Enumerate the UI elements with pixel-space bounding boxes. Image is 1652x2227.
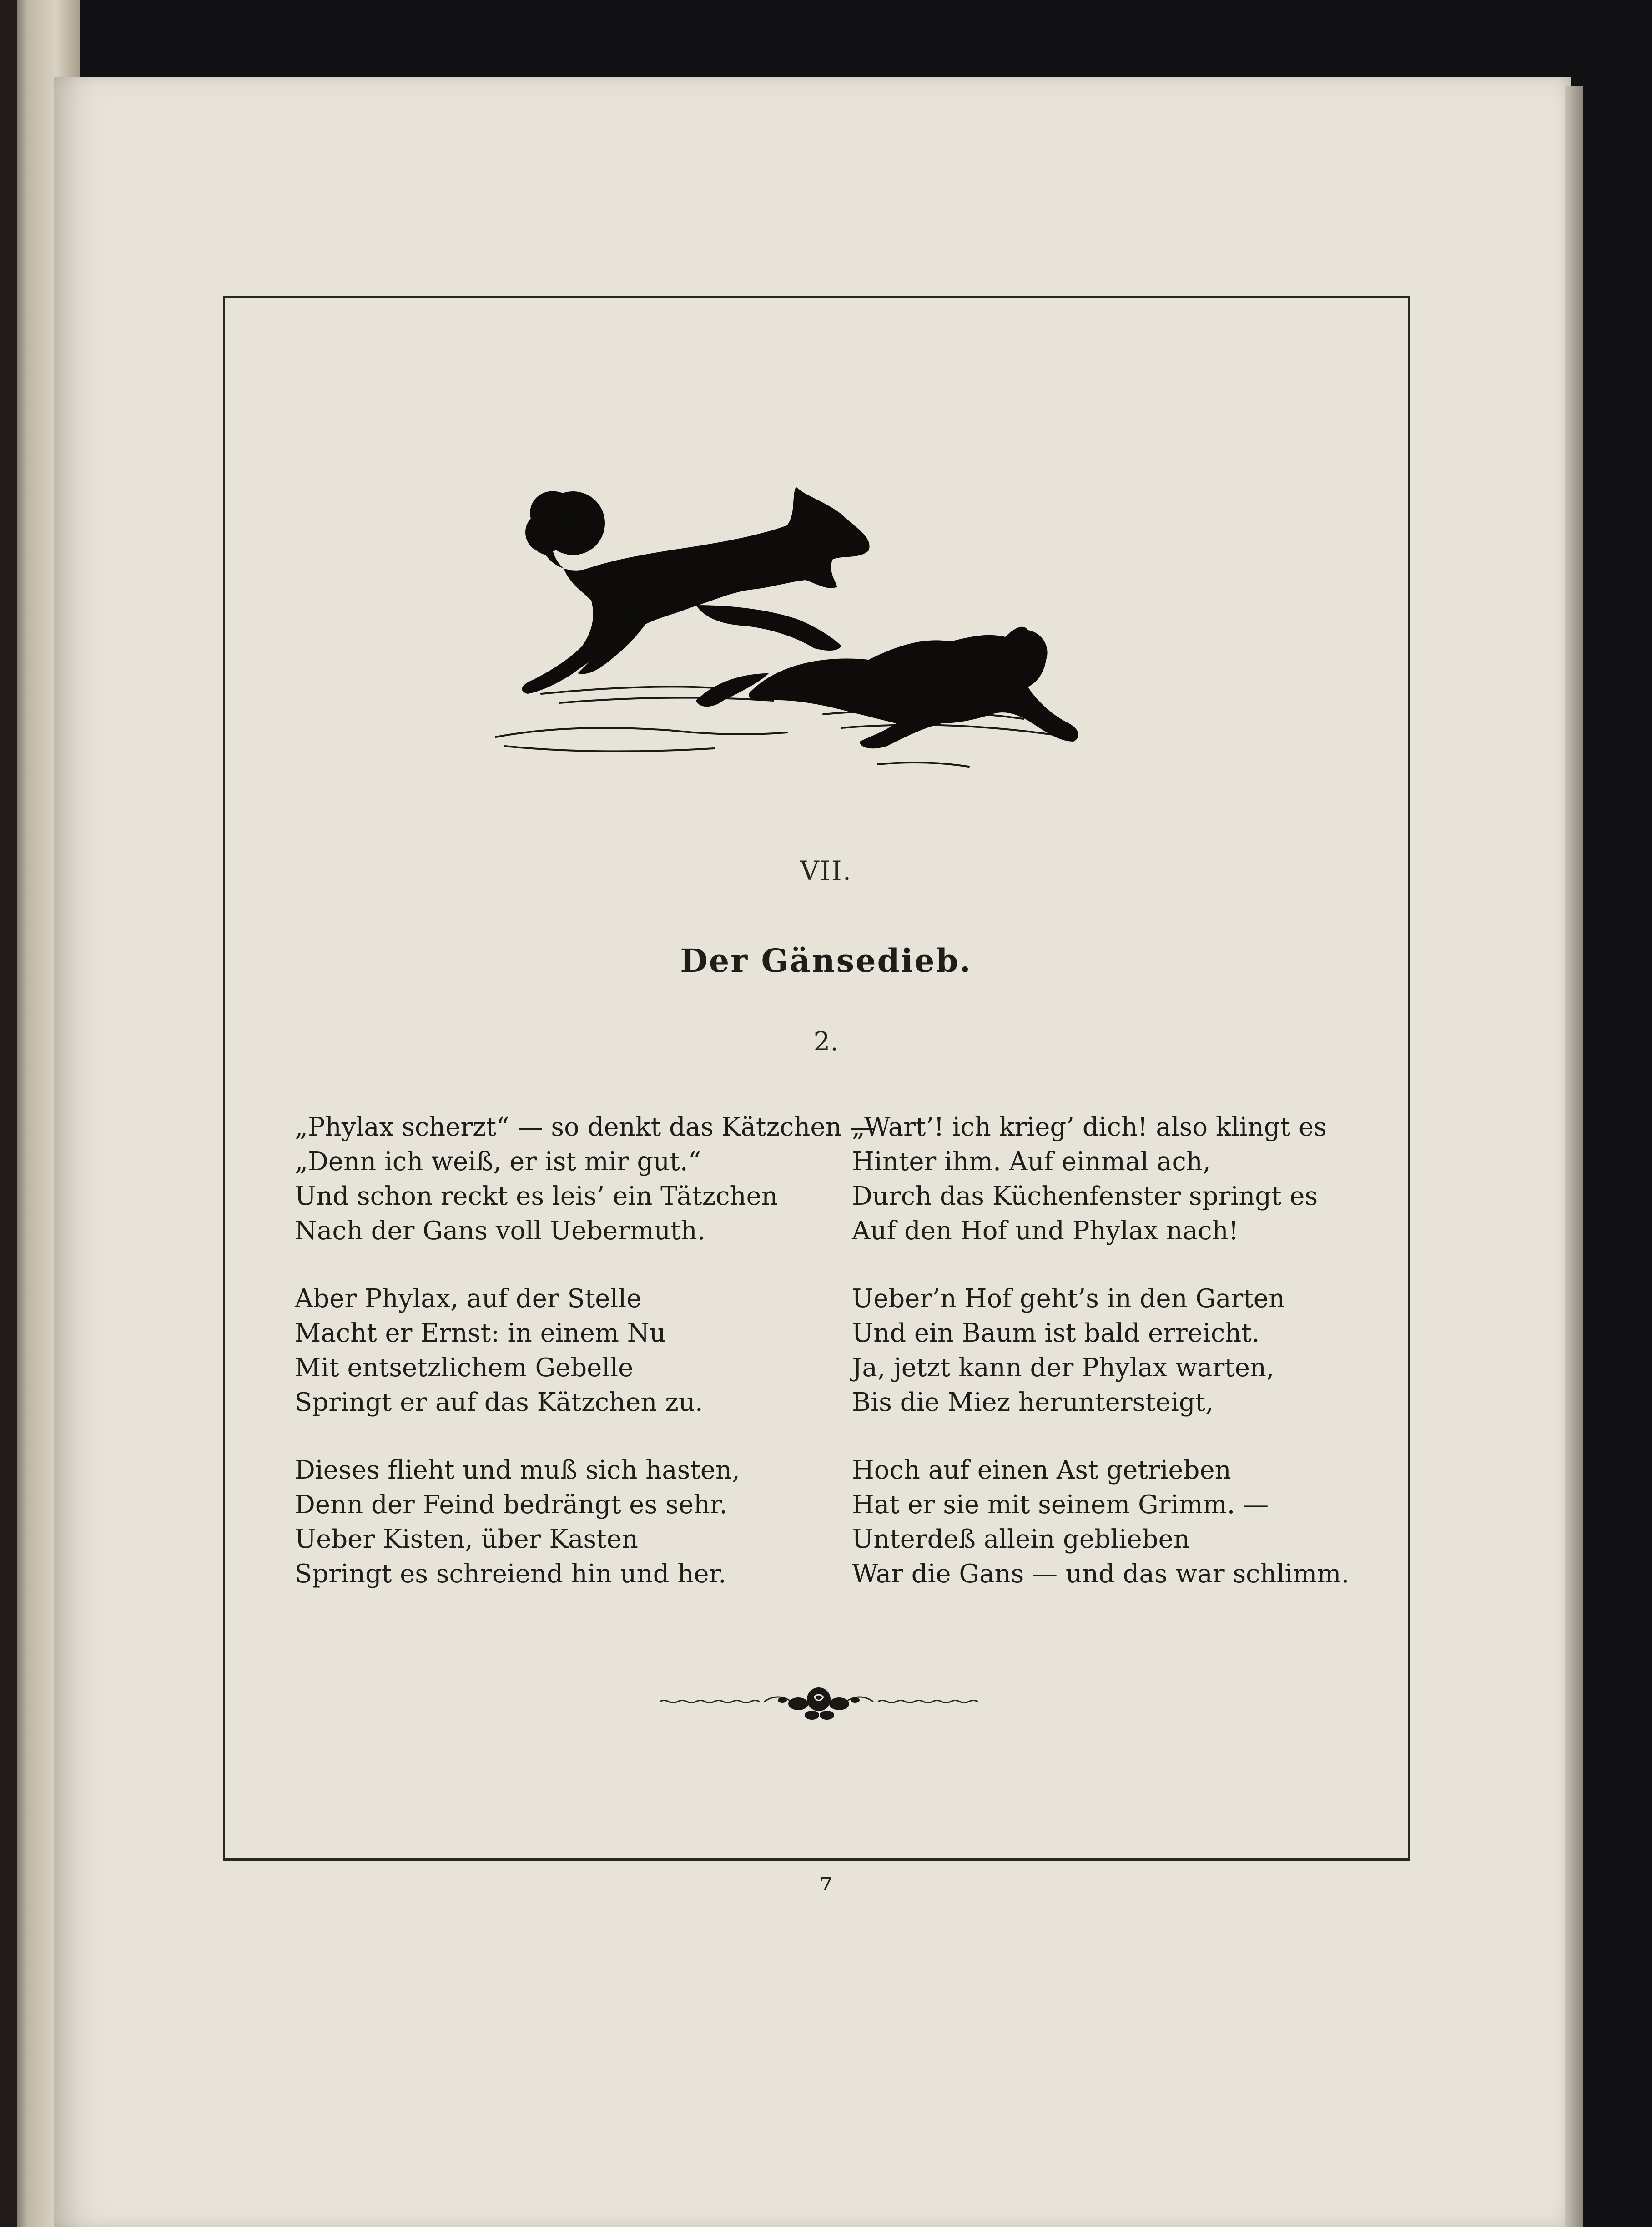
poem-line: Unterdeß allein geblieben: [852, 1525, 1190, 1554]
stanza: [852, 1282, 1398, 1420]
poem-line: Denn der Feind bedrängt es sehr.: [295, 1490, 728, 1520]
poem-line: Hinter ihm. Auf einmal ach,: [852, 1147, 1211, 1177]
poem-line: „Wart’! ich krieg’ dich! also klingt es: [852, 1112, 1327, 1142]
poem-line: Ueber’n Hof geht’s in den Garten: [852, 1284, 1285, 1313]
stanza: [852, 1110, 1398, 1248]
poem-line: Ueber Kisten, über Kasten: [295, 1525, 638, 1554]
page-number: 7: [820, 1874, 832, 1895]
poem-line: Ja, jetzt kann der Phylax warten,: [852, 1353, 1274, 1383]
poem-line: Springt es schreiend hin und her.: [295, 1559, 726, 1589]
poem-line: Aber Phylax, auf der Stelle: [295, 1284, 642, 1313]
poem-line: „Phylax scherzt“ — so denkt das Kätzchen —: [295, 1112, 876, 1142]
poem-line: Nach der Gans voll Uebermuth.: [295, 1216, 705, 1246]
poem-line: Dieses flieht und muß sich hasten,: [295, 1455, 740, 1485]
dog-chasing-cat-silhouette-icon: [478, 446, 1169, 792]
chapter-number: VII.: [800, 855, 852, 886]
poem-line: Springt er auf das Kätzchen zu.: [295, 1388, 703, 1417]
poem-line: Mit entsetzlichem Gebelle: [295, 1353, 634, 1383]
poem-line: „Denn ich weiß, er ist mir gut.“: [295, 1147, 701, 1177]
poem-right-column: [852, 1110, 1398, 1625]
poem-line: Bis die Miez heruntersteigt,: [852, 1388, 1214, 1417]
stanza: [295, 1282, 841, 1420]
rose-vignette-icon: [660, 1677, 978, 1727]
poem-line: Durch das Küchenfenster springt es: [852, 1182, 1318, 1211]
page-stack-edge: [1565, 86, 1583, 2227]
stanza: [295, 1453, 841, 1591]
poem-line: Auf den Hof und Phylax nach!: [852, 1216, 1239, 1246]
poem-line: Und schon reckt es leis’ ein Tätzchen: [295, 1182, 778, 1211]
stanza: [852, 1453, 1398, 1591]
part-number: 2.: [813, 1026, 839, 1057]
chapter-title: Der Gänsedieb.: [680, 942, 972, 980]
poem-left-column: [295, 1110, 876, 1625]
poem-line: Macht er Ernst: in einem Nu: [295, 1318, 666, 1348]
poem-line: Hat er sie mit seinem Grimm. —: [852, 1490, 1269, 1520]
stanza: [295, 1110, 876, 1248]
poem-line: Hoch auf einen Ast getrieben: [852, 1455, 1231, 1485]
poem-line: War die Gans — und das war schlimm.: [852, 1559, 1350, 1589]
poem-line: Und ein Baum ist bald erreicht.: [852, 1318, 1260, 1348]
